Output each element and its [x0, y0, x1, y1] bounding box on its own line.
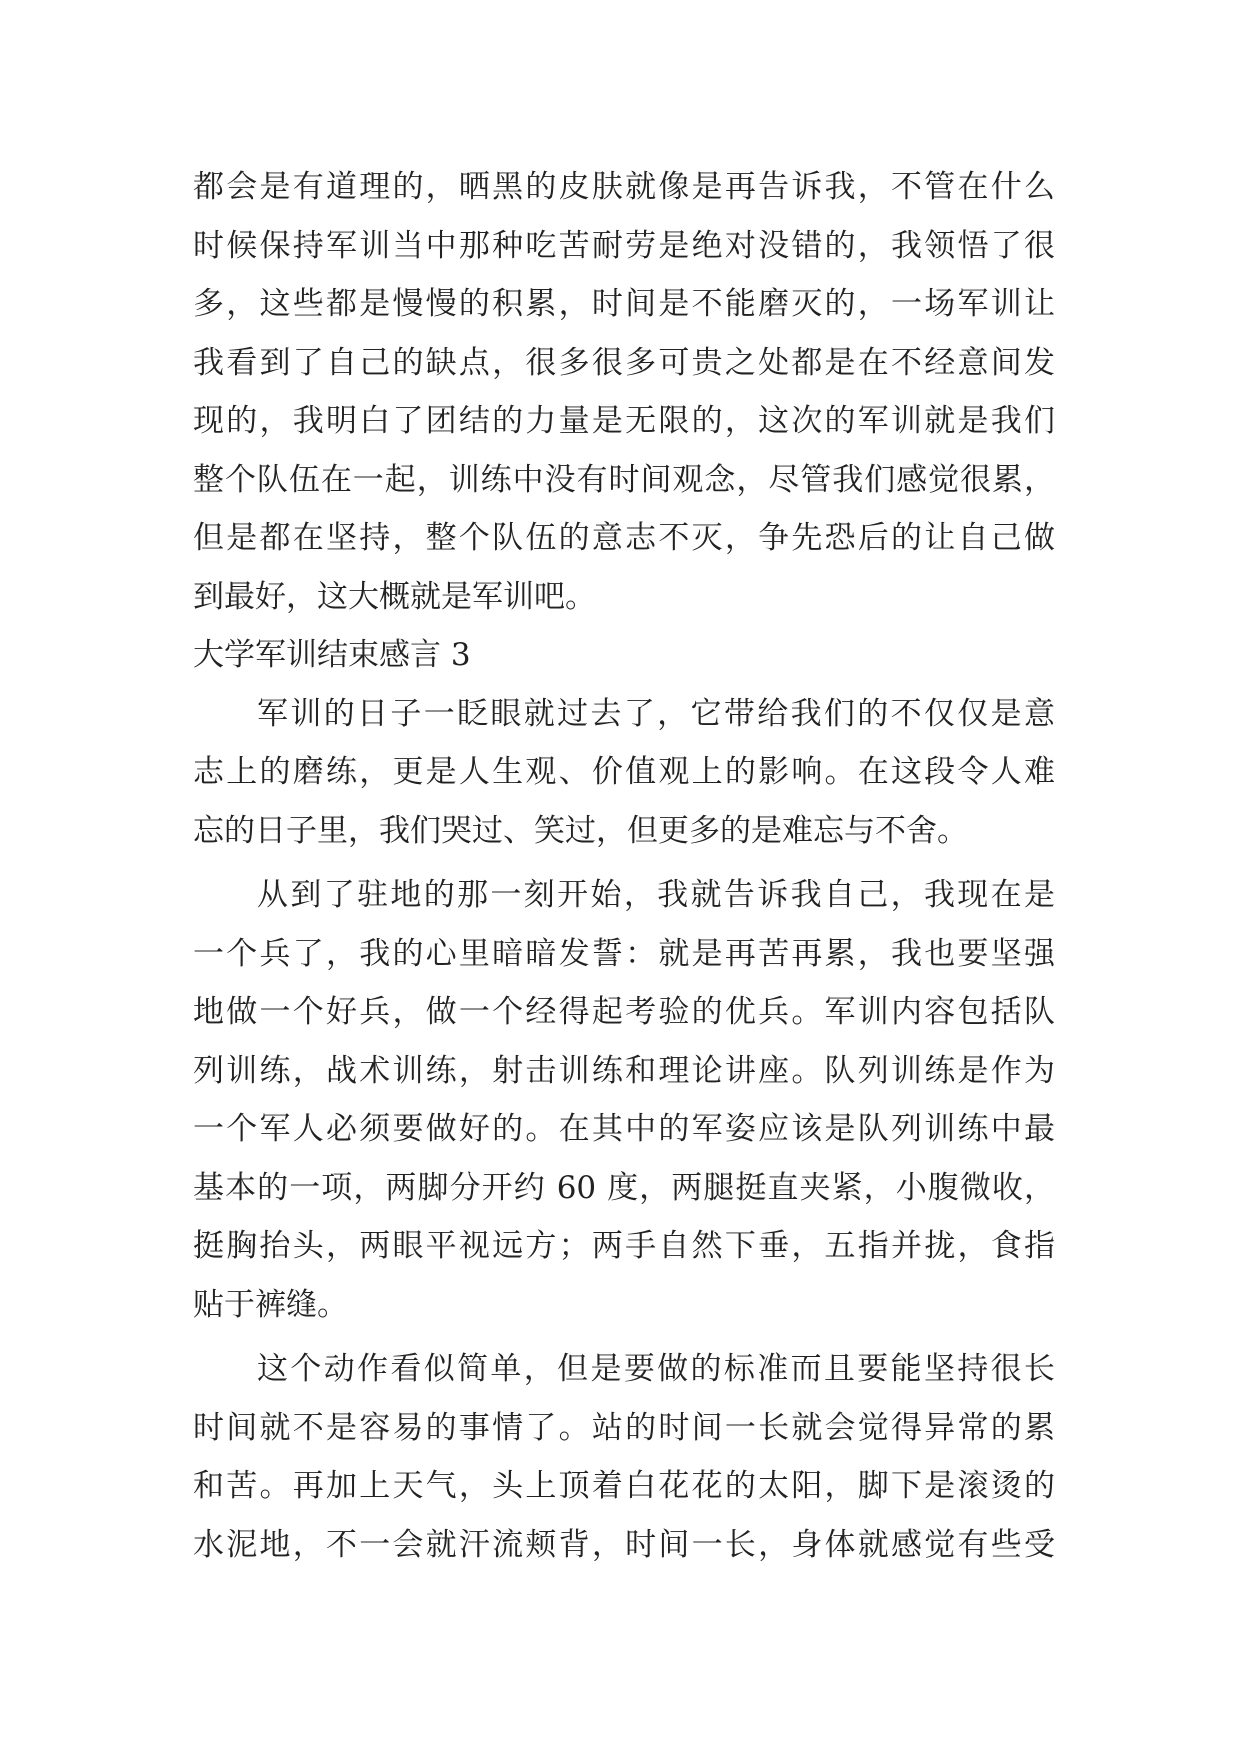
text-line: 一个兵了，我的心里暗暗发誓：就是再苦再累，我也要坚强: [193, 935, 1055, 972]
text-line: 都会是有道理的，晒黑的皮肤就像是再告诉我，不管在什么: [193, 169, 1055, 205]
paragraph-2: [193, 866, 1055, 1334]
text-line: 列训练，战术训练，射击训练和理论讲座。队列训练是作为: [193, 1052, 1055, 1089]
text-line: 这个动作看似简单，但是要做的标准而且要能坚持很长: [257, 1351, 1055, 1387]
text-line: 一个军人必须要做好的。在其中的军姿应该是队列训练中最: [193, 1111, 1055, 1147]
text-line: 我看到了自己的缺点，很多很多可贵之处都是在不经意间发: [193, 344, 1055, 381]
text-line: 时间就不是容易的事情了。站的时间一长就会觉得异常的累: [193, 1409, 1055, 1446]
text-line: 时候保持军训当中那种吃苦耐劳是绝对没错的，我领悟了很: [193, 227, 1055, 264]
text-line: 从到了驻地的那一刻开始，我就告诉我自己，我现在是: [257, 877, 1055, 913]
text-line: 多，这些都是慢慢的积累，时间是不能磨灭的，一场军训让: [193, 286, 1055, 322]
text-line: 水泥地，不一会就汗流颊背，时间一长，身体就感觉有些受: [193, 1526, 1055, 1563]
paragraph-continued: [193, 158, 1055, 626]
document-body: [193, 158, 1055, 1574]
text-line: 现的，我明白了团结的力量是无限的，这次的军训就是我们: [193, 403, 1055, 439]
text-line: 整个队伍在一起，训练中没有时间观念，尽管我们感觉很累，: [193, 461, 1055, 498]
paragraph-3: [193, 1340, 1055, 1574]
paragraph-1: [193, 685, 1055, 861]
text-line: 但是都在坚持，整个队伍的意志不灭，争先恐后的让自己做: [193, 520, 1055, 556]
text-line: 挺胸抬头，两眼平视远方；两手自然下垂，五指并拢，食指: [193, 1228, 1055, 1264]
text-line: 志上的磨练，更是人生观、价值观上的影响。在这段令人难: [193, 754, 1055, 790]
text-line: 贴于裤缝。: [193, 1286, 348, 1323]
text-line: 忘的日子里，我们哭过、笑过，但更多的是难忘与不舍。: [193, 812, 968, 849]
text-line: 到最好，这大概就是军训吧。: [193, 578, 596, 615]
text-line: 地做一个好兵，做一个经得起考验的优兵。军训内容包括队: [193, 994, 1055, 1030]
text-line: 基本的一项，两脚分开约 60 度，两腿挺直夹紧，小腹微收，: [193, 1169, 1055, 1206]
section-heading: 大学军训结束感言 3: [193, 637, 471, 673]
text-line: 和苦。再加上天气，头上顶着白花花的太阳，脚下是滚烫的: [193, 1468, 1055, 1504]
text-line: 军训的日子一眨眼就过去了，它带给我们的不仅仅是意: [257, 695, 1055, 732]
